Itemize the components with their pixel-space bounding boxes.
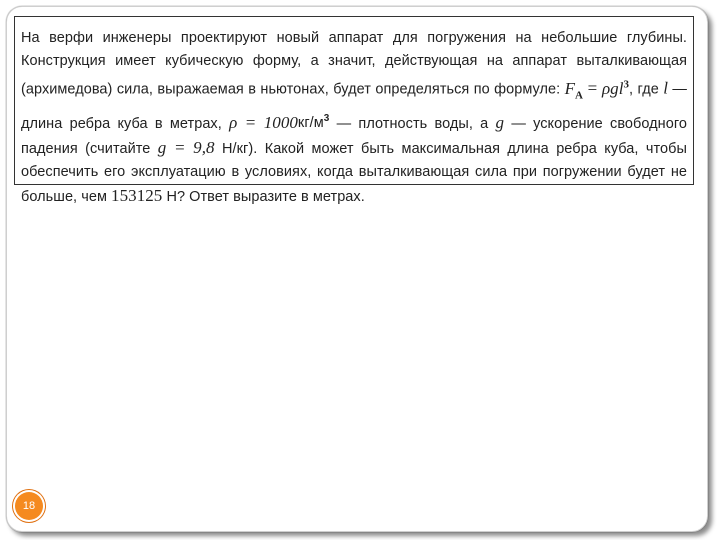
problem-text-part3: — длина ребра куба в метрах, — [21, 82, 687, 132]
problem-text-part1: На верфи инженеры проектируют новый аппарат для погружения на небольшие глубины. Конструкция имеет кубическую форму, а значит, действующая на аппарат выталкивающая (архимедова) сила, выражаемая в ньютонах, будет определяться по формуле: — [21, 30, 687, 99]
force-value: 153125 — [111, 186, 163, 206]
problem-text-part2: , где — [629, 82, 664, 99]
problem-text-part6: Н/кг). Какой может быть максимальная длина ребра куба, чтобы обеспечить его эксплуатацию в условиях, когда выталкивающая сила при погружении будет не больше, чем — [21, 140, 687, 206]
rho-expression: ρ = 1000 — [229, 112, 298, 132]
problem-text-part5: — ускорение свободного падения (считайте — [21, 115, 687, 157]
variable-l: l — [663, 79, 669, 99]
g-expression: g = 9,8 — [157, 137, 215, 157]
problem-box — [14, 16, 694, 206]
variable-g: g — [495, 112, 505, 132]
problem-text-part7: Н? Ответ выразите в метрах. — [162, 189, 365, 206]
problem-text — [21, 27, 687, 209]
rho-units: $кг/м^3$ — [297, 113, 330, 132]
problem-text-part4: — плотность воды, а — [329, 115, 496, 132]
formula-equals: = — [583, 79, 602, 99]
formula-rhs: ρgl$^3$ — [601, 78, 630, 99]
page-number-badge: 18 — [15, 492, 43, 520]
formula-lhs: $F_A$ — [564, 79, 584, 102]
